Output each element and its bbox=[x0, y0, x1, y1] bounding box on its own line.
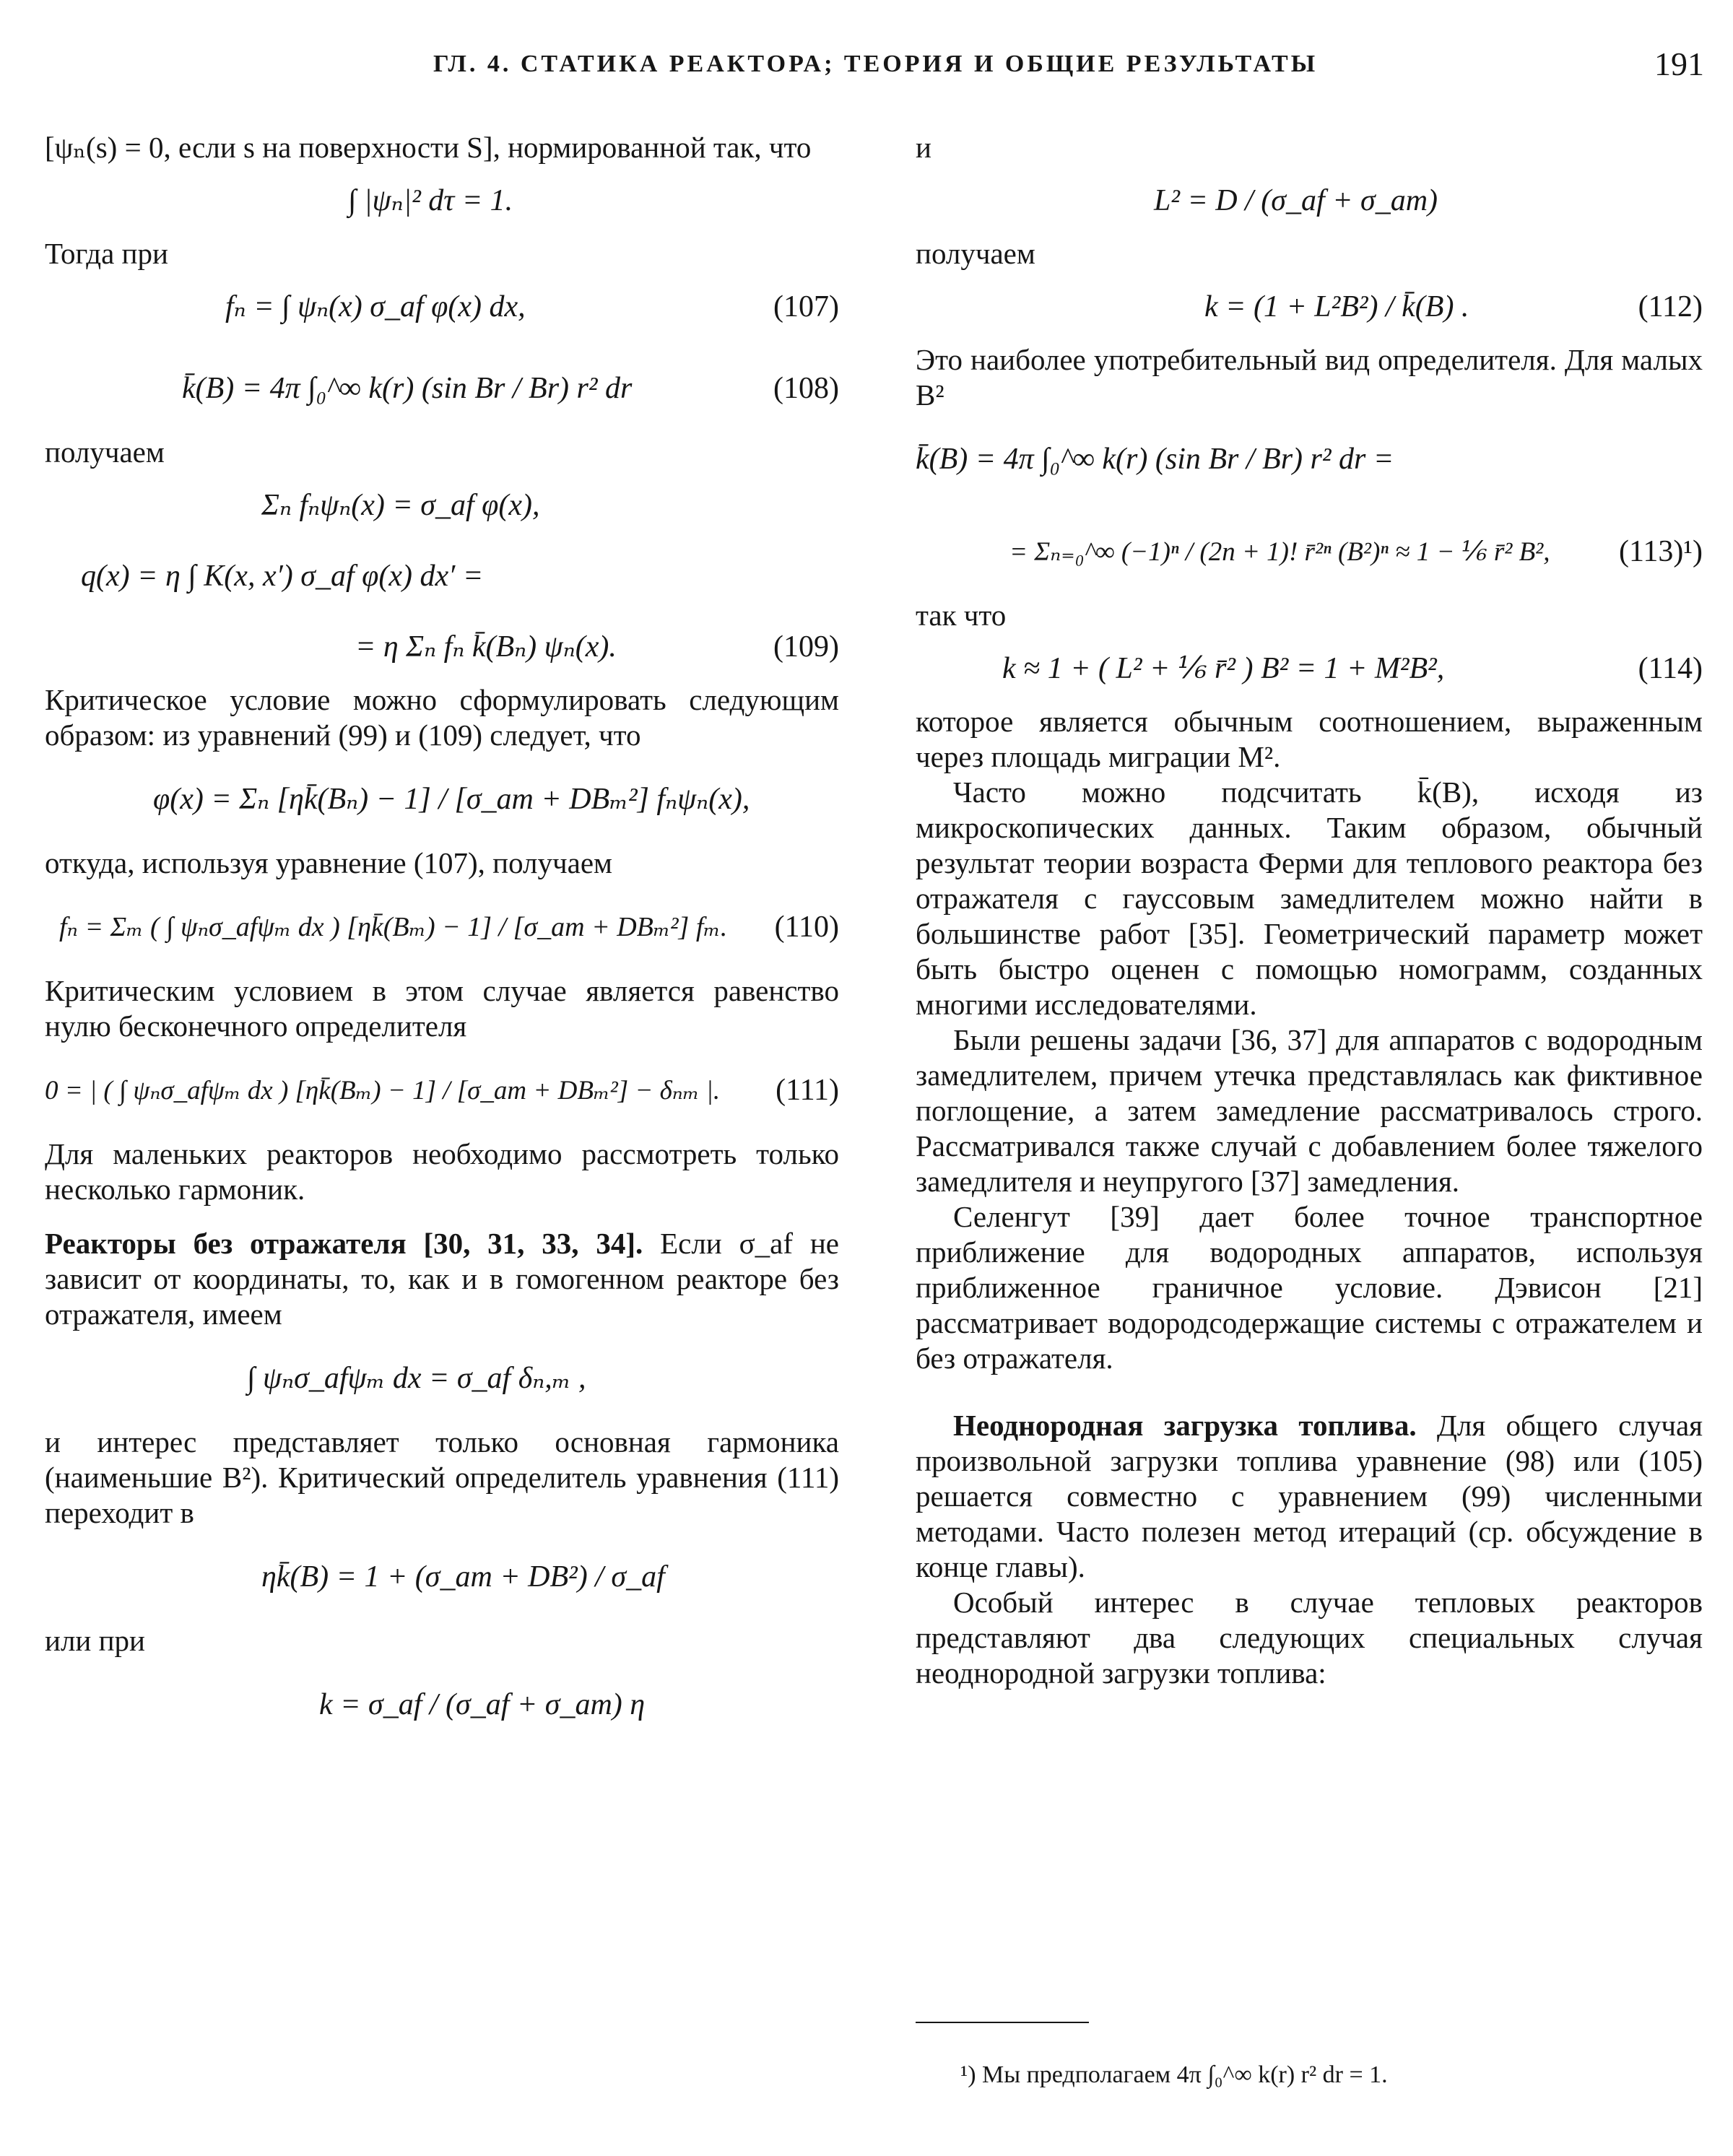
equation-113a bbox=[916, 413, 1703, 505]
equation-text: = Σₙ₌₀^∞ (−1)ⁿ / (2n + 1)! r̄²ⁿ (B²)ⁿ ≈ 1 − ⅙ r̄² B², bbox=[1009, 536, 1550, 567]
equation-number: (113)¹) bbox=[1619, 534, 1703, 568]
equation-111 bbox=[45, 1044, 839, 1136]
paragraph: Особый интерес в случае тепловых реакторов представляют два следующих специальных случая неоднородной загрузки топлива: bbox=[916, 1586, 1703, 1690]
footnote-rule bbox=[916, 2022, 1089, 2023]
equation-107 bbox=[45, 271, 839, 342]
page-header bbox=[43, 45, 1704, 88]
equation-text: k ≈ 1 + ( L² + ⅙ r̄² ) B² = 1 + M²B², bbox=[1002, 651, 1445, 685]
paragraph: Это наиболее употребительный вид определителя. Для малых B² bbox=[916, 343, 1703, 412]
equation-number: (107) bbox=[773, 290, 839, 323]
paragraph: [ψₙ(s) = 0, если s на поверхности S], нормированной так, что bbox=[45, 131, 812, 164]
equation-text: k = (1 + L²B²) / k̄(B) . bbox=[1204, 290, 1469, 323]
equation-text: q(x) = η ∫ K(x, x′) σ_af φ(x) dx′ = bbox=[81, 559, 484, 593]
equation-L bbox=[916, 165, 1703, 236]
section-heading: Неоднородная загрузка топлива. bbox=[953, 1409, 1417, 1442]
equation-text: L² = D / (σ_af + σ_am) bbox=[1154, 183, 1438, 217]
equation-normalization bbox=[45, 165, 839, 236]
paragraph: Были решены задачи [36, 37] для аппаратов с водородным замедлителем, причем утечка представлялась как фиктивное поглощение, а затем замедление рассматривалось строго. Рассматривался также случай с добавлением более тяжелого замедлителя и неупругого [37] замедления. bbox=[916, 1023, 1703, 1198]
paragraph bbox=[916, 1408, 1703, 1585]
paragraph: Критическое условие можно сформулировать следующим образом: из уравнений (99) и (109) следует, что bbox=[45, 683, 839, 752]
running-head: ГЛ. 4. СТАТИКА РЕАКТОРА; ТЕОРИЯ И ОБЩИЕ РЕЗУЛЬТАТЫ bbox=[433, 51, 1319, 77]
equation-k bbox=[45, 1659, 839, 1751]
equation-110 bbox=[45, 881, 839, 973]
paragraph bbox=[45, 1226, 839, 1332]
equation-delta bbox=[45, 1332, 839, 1425]
equation-108 bbox=[45, 342, 839, 435]
spacer bbox=[916, 1376, 1703, 1408]
equation-text: fₙ = Σₘ ( ∫ ψₙσ_afψₘ dx ) [ηk̄(Bₘ) − 1] / [σ_am + DBₘ²] fₘ. bbox=[59, 911, 728, 942]
paragraph: или при bbox=[45, 1624, 145, 1657]
equation-text: k̄(B) = 4π ∫₀^∞ k(r) (sin Br / Br) r² dr = bbox=[916, 442, 1394, 476]
equation-q bbox=[45, 541, 839, 612]
equation-text: = η Σₙ fₙ k̄(Bₙ) ψₙ(x). bbox=[355, 630, 617, 664]
footnote: ¹) Мы предполагаем 4π ∫₀^∞ k(r) r² dr = 1. bbox=[960, 2061, 1388, 2088]
paragraph: так что bbox=[916, 599, 1007, 632]
equation-109 bbox=[45, 612, 839, 682]
paragraph: и интерес представляет только основная гармоника (наименьшие B²). Критический определитель уравнения (111) переходит в bbox=[45, 1425, 839, 1529]
paragraph: и bbox=[916, 131, 931, 164]
equation-number: (112) bbox=[1638, 290, 1703, 323]
equation-text: 0 = | ( ∫ ψₙσ_afψₘ dx ) [ηk̄(Bₘ) − 1] / [σ_am + DBₘ²] − δₙₘ |. bbox=[45, 1075, 721, 1105]
paragraph: Для маленьких реакторов необходимо рассмотреть только несколько гармоник. bbox=[45, 1137, 839, 1206]
paragraph-text: Для общего случая произвольной загрузки топлива уравнение (98) или (105) решается совместно с уравнением (99) численными методами. Часто полезен метод итераций (ср. обсуждение в конце главы). bbox=[916, 1409, 1703, 1583]
equation-text: φ(x) = Σₙ [ηk̄(Bₙ) − 1] / [σ_am + DBₘ²] fₙψₙ(x), bbox=[153, 782, 750, 816]
equation-critical bbox=[45, 1531, 839, 1623]
left-column bbox=[45, 130, 839, 1751]
paragraph: Часто можно подсчитать k̄(B), исходя из микроскопических данных. Таким образом, обычный результат теории возраста Ферми для теплового реактора без отражателя с гауссовым замедлителем можно найти в большинстве работ [35]. Геометрический параметр может быть быстро оценен с помощью номограмм, созданных многими исследователями. bbox=[916, 775, 1703, 1021]
paragraph: получаем bbox=[45, 435, 165, 469]
paragraph: Тогда при bbox=[45, 237, 168, 270]
paragraph: Критическим условием в этом случае является равенство нулю бесконечного определителя bbox=[45, 974, 839, 1043]
paragraph: откуда, используя уравнение (107), получаем bbox=[45, 846, 612, 879]
equation-number: (114) bbox=[1638, 651, 1703, 685]
page-number: 191 bbox=[1654, 45, 1704, 82]
equation-114 bbox=[916, 633, 1703, 704]
spacer bbox=[45, 1207, 839, 1226]
equation-113b bbox=[916, 505, 1703, 598]
equation-text: ηk̄(B) = 1 + (σ_am + DB²) / σ_af bbox=[261, 1560, 665, 1594]
equation-text: ∫ ψₙσ_afψₘ dx = σ_af δₙ,ₘ , bbox=[247, 1361, 586, 1395]
equation-text: fₙ = ∫ ψₙ(x) σ_af φ(x) dx, bbox=[225, 290, 526, 323]
equation-number: (108) bbox=[773, 371, 839, 405]
equation-text: k̄(B) = 4π ∫₀^∞ k(r) (sin Br / Br) r² dr bbox=[182, 371, 633, 405]
paragraph-text: Если σ_af не зависит от координаты, то, как и в гомогенном реакторе без отражателя, имеем bbox=[45, 1227, 839, 1331]
equation-text: ∫ |ψₙ|² dτ = 1. bbox=[348, 183, 513, 217]
right-column bbox=[916, 130, 1703, 1691]
section-heading: Реакторы без отражателя [30, 31, 33, 34]. bbox=[45, 1227, 643, 1260]
equation-sum bbox=[45, 470, 839, 541]
paragraph: получаем bbox=[916, 237, 1035, 270]
equation-text: k = σ_af / (σ_af + σ_am) η bbox=[319, 1687, 646, 1721]
equation-number: (110) bbox=[774, 910, 839, 944]
equation-number: (109) bbox=[773, 630, 839, 664]
paragraph: которое является обычным соотношением, выраженным через площадь миграции M². bbox=[916, 705, 1703, 773]
paragraph: Селенгут [39] дает более точное транспортное приближение для водородных аппаратов, используя приближенное граничное условие. Дэвисон [21] рассматривает водородсодержащие системы с отражателем и без отражателя. bbox=[916, 1200, 1703, 1375]
equation-112 bbox=[916, 271, 1703, 342]
equation-number: (111) bbox=[776, 1073, 839, 1107]
equation-text: Σₙ fₙψₙ(x) = σ_af φ(x), bbox=[261, 488, 540, 522]
equation-phi bbox=[45, 753, 839, 846]
